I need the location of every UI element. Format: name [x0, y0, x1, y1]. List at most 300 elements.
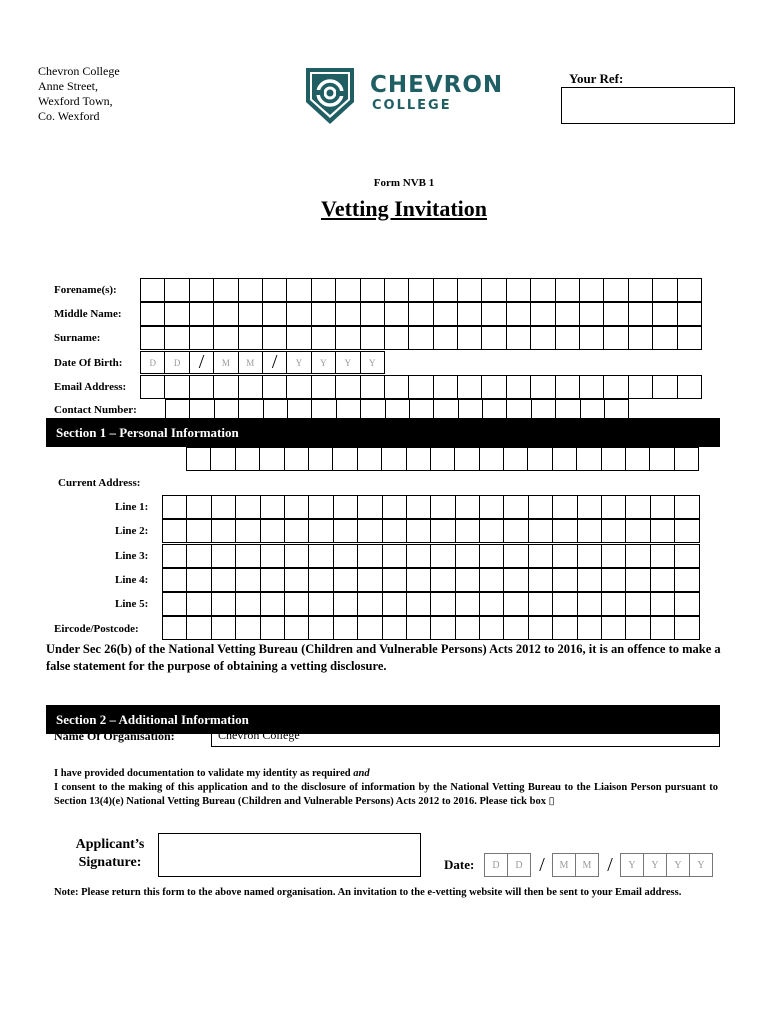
address-line: Chevron College [38, 64, 120, 78]
entry-box[interactable] [186, 568, 211, 592]
entry-box[interactable] [481, 278, 506, 302]
dob-month-cell[interactable]: M [238, 351, 263, 374]
entry-box[interactable] [162, 592, 187, 616]
entry-box[interactable] [506, 278, 531, 302]
entry-box[interactable] [384, 375, 409, 399]
entry-box[interactable] [625, 592, 650, 616]
entry-box[interactable] [530, 326, 555, 350]
entry-box[interactable] [650, 519, 675, 543]
entry-box[interactable] [430, 495, 455, 519]
entry-box[interactable] [259, 447, 284, 471]
entry-box[interactable] [382, 544, 407, 568]
entry-box[interactable] [335, 375, 360, 399]
entry-box[interactable] [360, 278, 385, 302]
entry-box[interactable] [238, 278, 263, 302]
entry-box[interactable] [308, 544, 333, 568]
date-year-cell[interactable]: Y [620, 853, 644, 877]
address-line-5-label: Line 5: [115, 598, 149, 610]
entry-box[interactable] [335, 302, 360, 326]
entry-box[interactable] [625, 447, 650, 471]
entry-box[interactable] [211, 568, 236, 592]
entry-box[interactable] [552, 592, 577, 616]
dob-month-cell[interactable]: M [213, 351, 238, 374]
entry-box[interactable] [140, 302, 165, 326]
entry-box[interactable] [406, 568, 431, 592]
entry-box[interactable] [625, 568, 650, 592]
entry-box[interactable] [552, 495, 577, 519]
entry-box[interactable] [210, 447, 235, 471]
entry-box[interactable] [674, 616, 699, 640]
dob-field[interactable] [141, 351, 385, 374]
entry-box[interactable] [308, 568, 333, 592]
address-line-2-label: Line 2: [115, 525, 149, 537]
entry-box[interactable] [601, 568, 626, 592]
entry-box[interactable] [333, 616, 358, 640]
entry-box[interactable] [527, 447, 552, 471]
dob-year-cell[interactable]: Y [311, 351, 336, 374]
entry-box[interactable] [674, 495, 699, 519]
entry-box[interactable] [406, 544, 431, 568]
entry-box[interactable] [674, 519, 699, 543]
surname-grid[interactable] [141, 326, 702, 350]
entry-box[interactable] [674, 447, 699, 471]
entry-box[interactable] [652, 302, 677, 326]
address-line-4-grid[interactable] [163, 568, 700, 592]
entry-box[interactable] [284, 544, 309, 568]
entry-box[interactable] [382, 568, 407, 592]
entry-box[interactable] [625, 544, 650, 568]
address-line-1-grid[interactable] [163, 495, 700, 519]
entry-box[interactable] [286, 326, 311, 350]
entry-box[interactable] [455, 495, 480, 519]
entry-box[interactable] [457, 375, 482, 399]
entry-box[interactable] [552, 568, 577, 592]
consent-tick-box[interactable]: ▯ [548, 796, 555, 807]
entry-box[interactable] [284, 592, 309, 616]
entry-box[interactable] [433, 278, 458, 302]
organisation-field[interactable]: Chevron College [211, 725, 720, 747]
entry-box[interactable] [457, 302, 482, 326]
entry-box[interactable] [650, 616, 675, 640]
entry-box[interactable] [406, 495, 431, 519]
entry-box[interactable] [601, 447, 626, 471]
entry-box[interactable] [382, 592, 407, 616]
entry-box[interactable] [308, 592, 333, 616]
entry-box[interactable] [677, 375, 702, 399]
entry-box[interactable] [382, 519, 407, 543]
entry-box[interactable] [430, 447, 455, 471]
entry-box[interactable] [286, 302, 311, 326]
entry-box[interactable] [235, 568, 260, 592]
entry-box[interactable] [211, 495, 236, 519]
date-year-cell[interactable]: Y [643, 853, 667, 877]
applicant-signature-label [62, 836, 158, 872]
dob-year-cell[interactable]: Y [360, 351, 385, 374]
entry-box[interactable] [479, 616, 504, 640]
email-grid[interactable] [141, 375, 702, 399]
entry-box[interactable] [579, 375, 604, 399]
entry-box[interactable] [577, 592, 602, 616]
entry-box[interactable] [555, 302, 580, 326]
entry-box[interactable] [162, 519, 187, 543]
entry-box[interactable] [162, 544, 187, 568]
entry-box[interactable] [603, 278, 628, 302]
entry-box[interactable] [652, 375, 677, 399]
address-line-3-grid[interactable] [163, 544, 700, 568]
entry-box[interactable] [503, 568, 528, 592]
entry-box[interactable] [284, 447, 309, 471]
entry-box[interactable] [603, 326, 628, 350]
entry-box[interactable] [360, 375, 385, 399]
entry-box[interactable] [603, 302, 628, 326]
entry-box[interactable] [503, 616, 528, 640]
consent-statement-text: I consent to the making of this application and to the disclosure of information by the National Vetting Bureau to the Liaison Person pursuant to Section 13(4)(e) National Vetting Bureau (Children and Vulnerable Persons) Acts 2012 to 2016. Please tick box [54, 782, 718, 807]
entry-box[interactable] [430, 568, 455, 592]
entry-box[interactable] [335, 278, 360, 302]
entry-box[interactable] [408, 326, 433, 350]
entry-box[interactable] [238, 326, 263, 350]
entry-box[interactable] [211, 519, 236, 543]
consent-text [54, 767, 718, 809]
entry-box[interactable] [186, 616, 211, 640]
entry-box[interactable] [628, 375, 653, 399]
entry-box[interactable] [552, 447, 577, 471]
entry-box[interactable] [577, 616, 602, 640]
entry-box[interactable] [481, 302, 506, 326]
entry-box[interactable] [213, 375, 238, 399]
entry-box[interactable] [211, 616, 236, 640]
entry-box[interactable] [189, 326, 214, 350]
entry-box[interactable] [650, 495, 675, 519]
entry-box[interactable] [357, 447, 382, 471]
entry-box[interactable] [674, 544, 699, 568]
entry-box[interactable] [162, 568, 187, 592]
entry-box[interactable] [528, 495, 553, 519]
entry-box[interactable] [406, 519, 431, 543]
entry-box[interactable] [238, 302, 263, 326]
entry-box[interactable] [408, 375, 433, 399]
entry-box[interactable] [235, 519, 260, 543]
entry-box[interactable] [360, 326, 385, 350]
entry-box[interactable] [308, 447, 333, 471]
entry-box[interactable] [286, 375, 311, 399]
date-year-cell[interactable]: Y [666, 853, 690, 877]
entry-box[interactable] [677, 326, 702, 350]
entry-box[interactable] [481, 326, 506, 350]
current-address-label: Current Address: [58, 477, 141, 489]
entry-box[interactable] [140, 375, 165, 399]
entry-box[interactable] [333, 519, 358, 543]
entry-box[interactable] [479, 447, 504, 471]
entry-box[interactable] [650, 568, 675, 592]
entry-box[interactable] [430, 592, 455, 616]
entry-box[interactable] [333, 592, 358, 616]
entry-box[interactable] [384, 278, 409, 302]
entry-box[interactable] [455, 592, 480, 616]
entry-box[interactable] [506, 326, 531, 350]
entry-box[interactable] [235, 544, 260, 568]
entry-box[interactable] [503, 495, 528, 519]
entry-box[interactable] [333, 568, 358, 592]
entry-box[interactable] [457, 278, 482, 302]
entry-box[interactable] [625, 519, 650, 543]
date-separator: / [539, 853, 545, 876]
entry-box[interactable] [503, 519, 528, 543]
entry-box[interactable] [406, 592, 431, 616]
entry-box[interactable] [260, 495, 285, 519]
date-label: Date: [444, 857, 475, 872]
entry-box[interactable] [357, 592, 382, 616]
entry-box[interactable] [408, 302, 433, 326]
entry-box[interactable] [382, 495, 407, 519]
entry-box[interactable] [357, 495, 382, 519]
entry-box[interactable] [384, 326, 409, 350]
date-separator: / [262, 351, 287, 374]
dob-label: Date Of Birth: [54, 357, 123, 369]
entry-box[interactable] [360, 302, 385, 326]
dob-year-cell[interactable]: Y [335, 351, 360, 374]
entry-box[interactable] [649, 447, 674, 471]
entry-box[interactable] [455, 568, 480, 592]
date-year-cell[interactable]: Y [689, 853, 713, 877]
entry-box[interactable] [479, 495, 504, 519]
return-note: Note: Please return this form to the above named organisation. An invitation to the e-vetting website will then be sent to your Email address. [54, 887, 682, 898]
dob-day-cell[interactable]: D [140, 351, 165, 374]
entry-box[interactable] [530, 375, 555, 399]
entry-box[interactable] [601, 592, 626, 616]
entry-box[interactable] [552, 544, 577, 568]
entry-box[interactable] [333, 495, 358, 519]
entry-box[interactable] [162, 495, 187, 519]
entry-box[interactable] [579, 326, 604, 350]
entry-box[interactable] [528, 544, 553, 568]
entry-box[interactable] [284, 568, 309, 592]
entry-box[interactable] [186, 447, 211, 471]
entry-box[interactable] [430, 616, 455, 640]
entry-box[interactable] [674, 592, 699, 616]
entry-box[interactable] [238, 375, 263, 399]
entry-box[interactable] [235, 592, 260, 616]
entry-box[interactable] [213, 326, 238, 350]
entry-box[interactable] [186, 495, 211, 519]
entry-box[interactable] [479, 544, 504, 568]
entry-box[interactable] [357, 519, 382, 543]
address-line-5-grid[interactable] [163, 592, 700, 616]
entry-box[interactable] [601, 544, 626, 568]
entry-box[interactable] [479, 519, 504, 543]
entry-box[interactable] [433, 302, 458, 326]
entry-box[interactable] [333, 544, 358, 568]
middle-name-grid[interactable] [141, 302, 702, 326]
entry-box[interactable] [286, 278, 311, 302]
entry-box[interactable] [262, 375, 287, 399]
entry-box[interactable] [164, 302, 189, 326]
dob-day-cell[interactable]: D [164, 351, 189, 374]
your-ref-field[interactable] [561, 87, 735, 124]
entry-box[interactable] [579, 278, 604, 302]
entry-box[interactable] [308, 495, 333, 519]
entry-box[interactable] [628, 326, 653, 350]
entry-box[interactable] [262, 326, 287, 350]
entry-box[interactable] [382, 616, 407, 640]
eircode-label: Eircode/Postcode: [54, 623, 139, 635]
email-continuation-grid[interactable] [187, 447, 699, 471]
entry-box[interactable] [577, 495, 602, 519]
signature-label-line: Applicant’s [75, 837, 145, 852]
entry-box[interactable] [311, 326, 336, 350]
date-month-cell[interactable]: M [552, 853, 576, 877]
entry-box[interactable] [650, 592, 675, 616]
entry-box[interactable] [430, 544, 455, 568]
entry-box[interactable] [455, 616, 480, 640]
entry-box[interactable] [335, 326, 360, 350]
forename-grid[interactable] [141, 278, 702, 302]
date-day-cell[interactable]: D [484, 853, 508, 877]
entry-box[interactable] [213, 302, 238, 326]
entry-box[interactable] [455, 519, 480, 543]
entry-box[interactable] [186, 544, 211, 568]
your-ref-label: Your Ref: [569, 71, 624, 86]
entry-box[interactable] [311, 278, 336, 302]
entry-box[interactable] [140, 278, 165, 302]
entry-box[interactable] [555, 375, 580, 399]
entry-box[interactable] [555, 326, 580, 350]
entry-box[interactable] [332, 447, 357, 471]
entry-box[interactable] [530, 278, 555, 302]
entry-box[interactable] [186, 519, 211, 543]
entry-box[interactable] [357, 544, 382, 568]
entry-box[interactable] [433, 375, 458, 399]
entry-box[interactable] [503, 544, 528, 568]
entry-box[interactable] [506, 302, 531, 326]
forename-label: Forename(s): [54, 284, 117, 296]
entry-box[interactable] [284, 616, 309, 640]
entry-box[interactable] [357, 568, 382, 592]
middle-name-label: Middle Name: [54, 308, 122, 320]
entry-box[interactable] [164, 326, 189, 350]
entry-box[interactable] [408, 278, 433, 302]
entry-box[interactable] [284, 519, 309, 543]
entry-box[interactable] [530, 302, 555, 326]
contact-number-label: Contact Number: [54, 404, 137, 416]
entry-box[interactable] [211, 592, 236, 616]
entry-box[interactable] [457, 326, 482, 350]
entry-box[interactable] [164, 278, 189, 302]
entry-box[interactable] [308, 519, 333, 543]
entry-box[interactable] [384, 302, 409, 326]
entry-box[interactable] [552, 616, 577, 640]
entry-box[interactable] [262, 302, 287, 326]
entry-box[interactable] [454, 447, 479, 471]
entry-box[interactable] [311, 375, 336, 399]
entry-box[interactable] [260, 568, 285, 592]
entry-box[interactable] [186, 592, 211, 616]
entry-box[interactable] [579, 302, 604, 326]
address-line-4-label: Line 4: [115, 574, 149, 586]
entry-box[interactable] [140, 326, 165, 350]
entry-box[interactable] [503, 592, 528, 616]
entry-box[interactable] [262, 278, 287, 302]
entry-box[interactable] [406, 616, 431, 640]
entry-box[interactable] [235, 616, 260, 640]
entry-box[interactable] [601, 616, 626, 640]
entry-box[interactable] [625, 495, 650, 519]
entry-box[interactable] [555, 278, 580, 302]
entry-box[interactable] [628, 278, 653, 302]
entry-box[interactable] [455, 544, 480, 568]
entry-box[interactable] [260, 616, 285, 640]
entry-box[interactable] [406, 447, 431, 471]
entry-box[interactable] [577, 519, 602, 543]
entry-box[interactable] [528, 568, 553, 592]
entry-box[interactable] [677, 278, 702, 302]
date-month-cell[interactable]: M [575, 853, 599, 877]
signature-field[interactable] [158, 833, 421, 877]
date-day-cell[interactable]: D [507, 853, 531, 877]
entry-box[interactable] [577, 544, 602, 568]
entry-box[interactable] [235, 447, 260, 471]
signature-date-field[interactable] [485, 853, 713, 877]
entry-box[interactable] [211, 544, 236, 568]
entry-box[interactable] [601, 519, 626, 543]
entry-box[interactable] [189, 375, 214, 399]
address-line-2-grid[interactable] [163, 519, 700, 543]
entry-box[interactable] [357, 616, 382, 640]
eircode-grid[interactable] [163, 616, 700, 640]
entry-box[interactable] [528, 592, 553, 616]
entry-box[interactable] [650, 544, 675, 568]
entry-box[interactable] [528, 519, 553, 543]
entry-box[interactable] [189, 302, 214, 326]
entry-box[interactable] [677, 302, 702, 326]
entry-box[interactable] [381, 447, 406, 471]
entry-box[interactable] [284, 495, 309, 519]
entry-box[interactable] [652, 278, 677, 302]
entry-box[interactable] [601, 495, 626, 519]
logo-wordmark: CHEVRON [370, 72, 504, 98]
entry-box[interactable] [260, 519, 285, 543]
entry-box[interactable] [481, 375, 506, 399]
entry-box[interactable] [260, 544, 285, 568]
entry-box[interactable] [652, 326, 677, 350]
entry-box[interactable] [479, 592, 504, 616]
entry-box[interactable] [503, 447, 528, 471]
entry-box[interactable] [506, 375, 531, 399]
entry-box[interactable] [552, 519, 577, 543]
entry-box[interactable] [260, 592, 285, 616]
entry-box[interactable] [479, 568, 504, 592]
entry-box[interactable] [164, 375, 189, 399]
entry-box[interactable] [528, 616, 553, 640]
entry-box[interactable] [162, 616, 187, 640]
entry-box[interactable] [189, 278, 214, 302]
entry-box[interactable] [308, 616, 333, 640]
entry-box[interactable] [433, 326, 458, 350]
date-separator: / [189, 351, 214, 374]
college-address [38, 64, 120, 124]
entry-box[interactable] [311, 302, 336, 326]
entry-box[interactable] [576, 447, 601, 471]
entry-box[interactable] [235, 495, 260, 519]
entry-box[interactable] [628, 302, 653, 326]
entry-box[interactable] [577, 568, 602, 592]
entry-box[interactable] [625, 616, 650, 640]
entry-box[interactable] [603, 375, 628, 399]
entry-box[interactable] [430, 519, 455, 543]
entry-box[interactable] [213, 278, 238, 302]
dob-year-cell[interactable]: Y [286, 351, 311, 374]
entry-box[interactable] [674, 568, 699, 592]
